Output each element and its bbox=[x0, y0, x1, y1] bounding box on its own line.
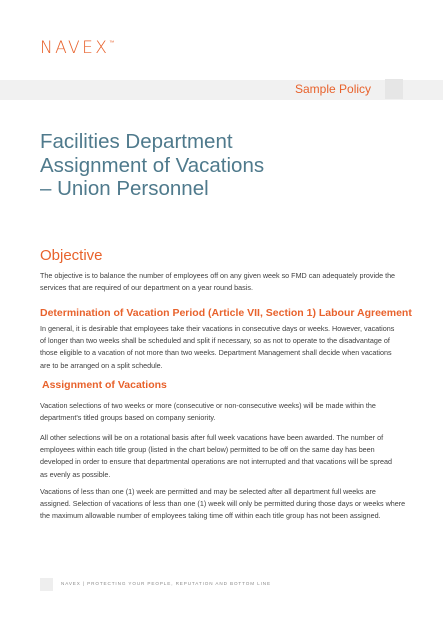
assignment-paragraph-3 bbox=[40, 486, 405, 523]
assignment-p3-line-1: Vacations of less than one (1) week are permitted and may be selected after all department full weeks are bbox=[40, 487, 376, 496]
determination-paragraph bbox=[40, 323, 405, 372]
assignment-paragraph-2 bbox=[40, 432, 405, 481]
determination-line-4: are to be arranged on a split schedule. bbox=[40, 360, 163, 370]
determination-line-1: In general, it is desirable that employees take their vacations in consecutive days or weeks. However, vacations bbox=[40, 324, 395, 333]
assignment-p2-line-3: developed in order to ensure that departmental operations are not interrupted and that vacations will be spread bbox=[40, 457, 393, 467]
title-line-2: Assignment of Vacations bbox=[40, 153, 265, 177]
navex-logo bbox=[40, 38, 114, 58]
title-line-3: – Union Personnel bbox=[40, 177, 209, 200]
logo-trademark: ™ bbox=[109, 40, 115, 46]
determination-heading: Determination of Vacation Period (Article VII, Section 1) Labour Agreement bbox=[40, 307, 412, 319]
assignment-p1-line-1: Vacation selections of two weeks or more (consecutive or non-consecutive weeks) will be made within the bbox=[40, 401, 376, 410]
objective-line-1: The objective is to balance the number of employees off on any given week so FMD can adequately provide the bbox=[40, 271, 396, 280]
assignment-p2-line-2: employees within each title group (listed in the chart below) permitted to be off on the same day has been bbox=[40, 445, 375, 455]
title-line-1: Facilities Department bbox=[40, 130, 233, 153]
assignment-heading: Assignment of Vacations bbox=[42, 379, 167, 391]
assignment-p2-line-1: All other selections will be on a rotational basis after full week vacations have been awarded. The number of bbox=[40, 433, 384, 442]
header-square-decoration bbox=[385, 79, 403, 99]
objective-line-2: services that are required of our department on a year round basis. bbox=[40, 283, 253, 293]
assignment-p1-line-2: department's titled groups based on company seniority. bbox=[40, 413, 216, 423]
determination-line-2: of longer than two weeks shall be scheduled and split if necessary, so as not to operate to the disadvantage of bbox=[40, 336, 390, 346]
assignment-p2-line-4: as evenly as possible. bbox=[40, 469, 111, 479]
footer-square-decoration bbox=[40, 578, 53, 591]
sample-policy-text: Sample Policy bbox=[295, 82, 372, 96]
document-title bbox=[40, 130, 400, 201]
footer-tagline: NAVEX | PROTECTING YOUR PEOPLE, REPUTATION AND BOTTOM LINE bbox=[61, 581, 271, 586]
assignment-paragraph-1 bbox=[40, 400, 405, 424]
assignment-p3-line-2: assigned. Selection of vacations of less than one (1) week will only be permitted during those days or weeks where bbox=[40, 499, 406, 509]
determination-line-3: those eligible to a vacation of not more than two weeks. Department Management shall decide when vacations bbox=[40, 348, 392, 358]
objective-paragraph bbox=[40, 270, 405, 294]
objective-heading: Objective bbox=[40, 247, 103, 264]
assignment-p3-line-3: the maximum allowable number of employees taking time off within each title group has not been assigned. bbox=[40, 511, 381, 521]
logo-text: NAVEX bbox=[40, 38, 110, 58]
sample-policy-label bbox=[295, 79, 385, 99]
